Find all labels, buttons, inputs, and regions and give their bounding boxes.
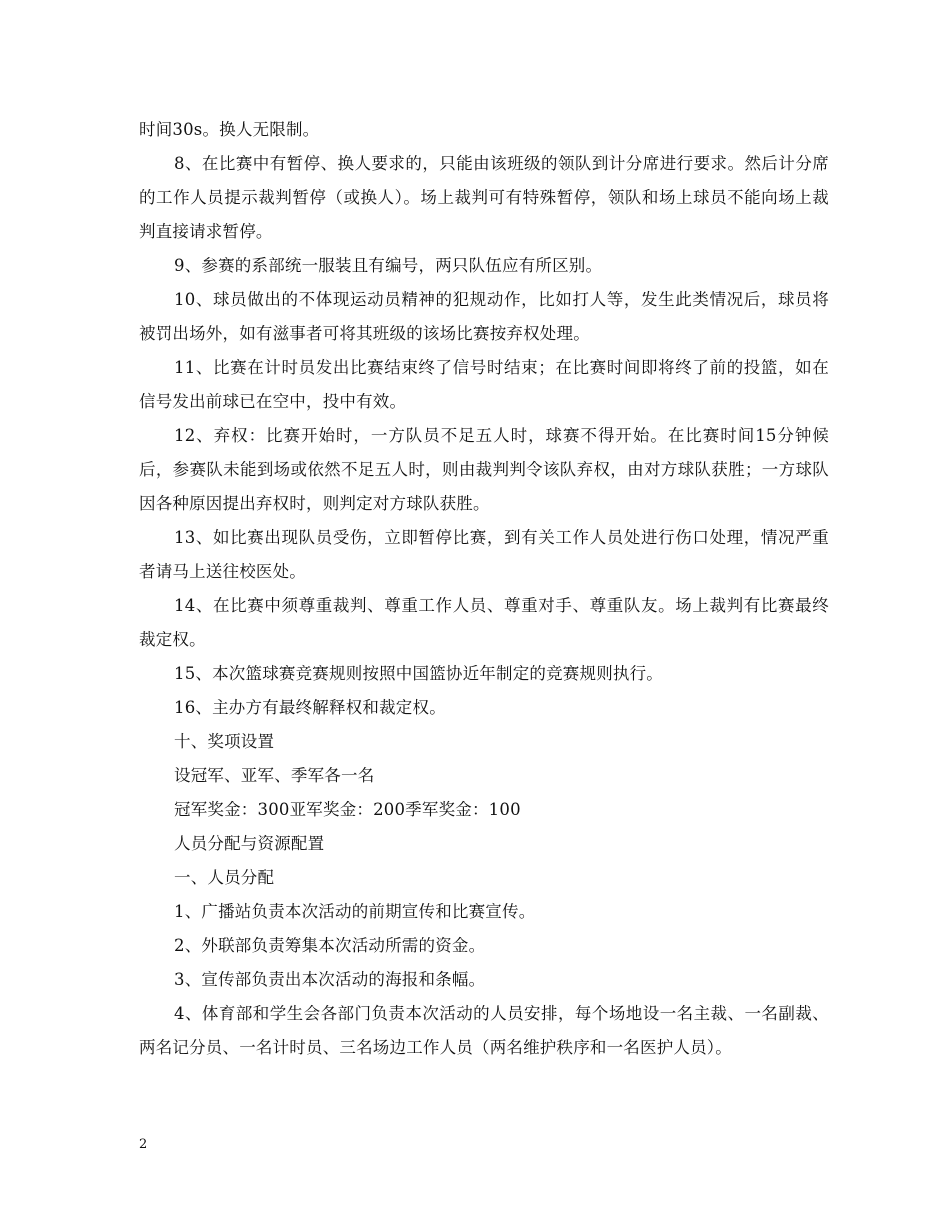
paragraph-12: 冠军奖金：300亚军奖金：200季军奖金：100 xyxy=(174,800,521,819)
paragraph-11: 设冠军、亚军、季军各一名 xyxy=(174,766,375,785)
paragraph-4: 11、比赛在计时员发出比赛结束终了信号时结束；在比赛时间即将终了前的投篮，如在信号发出前球已在空中，投中有效。 xyxy=(139,358,829,411)
paragraph-17: 3、宣传部负责出本次活动的海报和条幅。 xyxy=(174,970,486,989)
paragraph-9: 16、主办方有最终解释权和裁定权。 xyxy=(174,698,446,717)
paragraph-16: 2、外联部负责筹集本次活动所需的资金。 xyxy=(174,936,486,955)
paragraph-8: 15、本次篮球赛竞赛规则按照中国篮协近年制定的竞赛规则执行。 xyxy=(174,664,663,683)
paragraph-3: 10、球员做出的不体现运动员精神的犯规动作，比如打人等，发生此类情况后，球员将被罚出场外，如有滋事者可将其班级的该场比赛按弃权处理。 xyxy=(139,290,829,343)
paragraph-1: 8、在比赛中有暂停、换人要求的，只能由该班级的领队到计分席进行要求。然后计分席的工作人员提示裁判暂停（或换人）。场上裁判可有特殊暂停，领队和场上球员不能向场上裁判直接请求暂停。 xyxy=(139,154,829,241)
paragraph-15: 1、广播站负责本次活动的前期宣传和比赛宣传。 xyxy=(174,902,536,921)
document-body xyxy=(139,113,829,1065)
paragraph-18: 4、体育部和学生会各部门负责本次活动的人员安排，每个场地设一名主裁、一名副裁、两名记分员、一名计时员、三名场边工作人员（两名维护秩序和一名医护人员）。 xyxy=(139,1004,829,1057)
section-heading-awards: 十、奖项设置 xyxy=(174,732,275,751)
subheading-personnel: 一、人员分配 xyxy=(174,868,275,887)
section-heading-staffing: 人员分配与资源配置 xyxy=(174,834,325,853)
paragraph-7: 14、在比赛中须尊重裁判、尊重工作人员、尊重对手、尊重队友。场上裁判有比赛最终裁定权。 xyxy=(139,596,829,649)
paragraph-2: 9、参赛的系部统一服装且有编号，两只队伍应有所区别。 xyxy=(174,256,603,275)
paragraph-6: 13、如比赛出现队员受伤，立即暂停比赛，到有关工作人员处进行伤口处理，情况严重者请马上送往校医处。 xyxy=(139,528,829,581)
page-number: 2 xyxy=(139,1137,148,1152)
paragraph-0: 时间30s。换人无限制。 xyxy=(139,120,320,139)
paragraph-5: 12、弃权：比赛开始时，一方队员不足五人时，球赛不得开始。在比赛时间15分钟候后，参赛队未能到场或依然不足五人时，则由裁判判令该队弃权，由对方球队获胜；一方球队因各种原因提出弃权时，则判定对方球队获胜。 xyxy=(139,426,829,513)
